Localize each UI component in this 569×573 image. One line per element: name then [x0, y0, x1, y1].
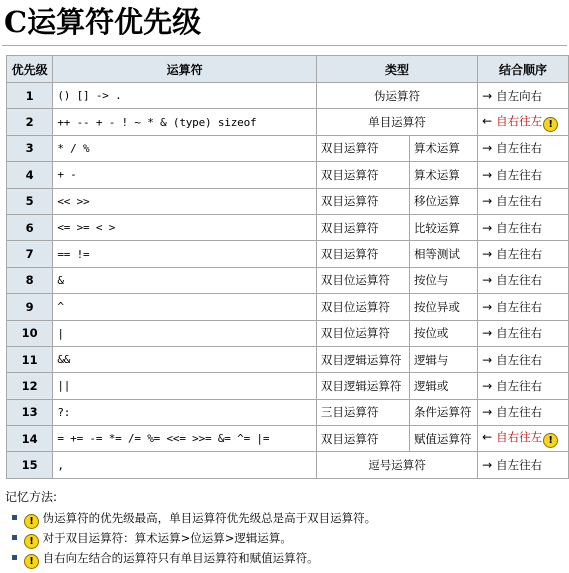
- type-cell: 单目运算符: [316, 109, 477, 135]
- memo-text: 自右向左结合的运算符只有单目运算符和赋值运算符。: [42, 551, 319, 565]
- direction-arrow-icon: →: [482, 88, 493, 103]
- direction-arrow-icon: →: [482, 458, 493, 473]
- operators-cell: = += -= *= /= %= <<= >>= &= ^= |=: [53, 426, 317, 452]
- subtype-cell: 相等测试: [409, 241, 477, 267]
- table-row: [7, 320, 569, 346]
- table-row: [7, 188, 569, 214]
- table-header-row: [7, 56, 569, 83]
- memo-item: [10, 508, 376, 528]
- page-title: C运算符优先级: [4, 5, 202, 39]
- type-cell: 双目运算符: [316, 241, 409, 267]
- operators-cell: == !=: [53, 241, 317, 267]
- direction-arrow-icon: →: [482, 167, 493, 182]
- subtype-cell: 按位与: [409, 267, 477, 293]
- table-row: [7, 109, 569, 135]
- type-cell: 伪运算符: [316, 83, 477, 109]
- level-cell: 1: [7, 83, 53, 109]
- table-row: [7, 214, 569, 240]
- table-row: [7, 241, 569, 267]
- type-cell: 双目运算符: [316, 188, 409, 214]
- type-cell: 双目运算符: [316, 214, 409, 240]
- associativity-text: 自左往右: [496, 299, 543, 314]
- associativity-cell: [478, 188, 569, 214]
- table-body: [7, 83, 569, 479]
- header-operators: 运算符: [53, 56, 317, 83]
- associativity-cell: [478, 109, 569, 135]
- table-row: [7, 373, 569, 399]
- subtype-cell: 移位运算: [409, 188, 477, 214]
- type-cell: 双目逻辑运算符: [316, 373, 409, 399]
- associativity-text: 自右往左: [496, 430, 543, 445]
- associativity-cell: [478, 267, 569, 293]
- operators-cell: &&: [53, 346, 317, 372]
- type-cell: 双目运算符: [316, 426, 409, 452]
- associativity-text: 自左向右: [496, 88, 543, 103]
- memo-item: [10, 548, 376, 568]
- level-cell: 15: [7, 452, 53, 478]
- table-row: [7, 399, 569, 425]
- associativity-cell: [478, 135, 569, 161]
- subtype-cell: 按位或: [409, 320, 477, 346]
- memo-text: 伪运算符的优先级最高，单目运算符优先级总是高于双目运算符。: [42, 511, 377, 525]
- associativity-text: 自左往右: [496, 141, 543, 156]
- table-row: [7, 426, 569, 452]
- associativity-cell: [478, 426, 569, 452]
- subtype-cell: 赋值运算符: [409, 426, 477, 452]
- associativity-cell: [478, 373, 569, 399]
- direction-arrow-icon: →: [482, 220, 493, 235]
- warning-icon: !: [24, 534, 39, 549]
- direction-arrow-icon: →: [482, 352, 493, 367]
- memo-list: [10, 508, 376, 568]
- associativity-text: 自左往右: [496, 220, 543, 235]
- warning-icon: !: [543, 117, 558, 132]
- table-row: [7, 346, 569, 372]
- level-cell: 9: [7, 294, 53, 320]
- header-type: 类型: [316, 56, 477, 83]
- level-cell: 8: [7, 267, 53, 293]
- associativity-text: 自左往右: [496, 273, 543, 288]
- operators-cell: ,: [53, 452, 317, 478]
- associativity-cell: [478, 346, 569, 372]
- memo-item: [10, 528, 376, 548]
- table-row: [7, 83, 569, 109]
- type-cell: 双目位运算符: [316, 320, 409, 346]
- associativity-cell: [478, 241, 569, 267]
- operators-cell: |: [53, 320, 317, 346]
- direction-arrow-icon: →: [482, 405, 493, 420]
- level-cell: 7: [7, 241, 53, 267]
- associativity-cell: [478, 452, 569, 478]
- direction-arrow-icon: →: [482, 273, 493, 288]
- operators-cell: ||: [53, 373, 317, 399]
- subtype-cell: 按位异或: [409, 294, 477, 320]
- direction-arrow-icon: →: [482, 299, 493, 314]
- operator-precedence-table: [6, 55, 569, 479]
- subtype-cell: 算术运算: [409, 162, 477, 188]
- level-cell: 5: [7, 188, 53, 214]
- type-cell: 双目位运算符: [316, 294, 409, 320]
- level-cell: 6: [7, 214, 53, 240]
- operators-cell: + -: [53, 162, 317, 188]
- associativity-text: 自左往右: [496, 167, 543, 182]
- direction-arrow-icon: →: [482, 141, 493, 156]
- table-row: [7, 162, 569, 188]
- associativity-text: 自右往左: [496, 113, 543, 128]
- operators-cell: () [] -> .: [53, 83, 317, 109]
- associativity-text: 自左往右: [496, 326, 543, 341]
- associativity-text: 自左往右: [496, 458, 543, 473]
- operators-cell: <= >= < >: [53, 214, 317, 240]
- associativity-text: 自左往右: [496, 378, 543, 393]
- type-cell: 双目运算符: [316, 162, 409, 188]
- memo-title: 记忆方法:: [5, 490, 58, 504]
- operators-cell: ^: [53, 294, 317, 320]
- level-cell: 2: [7, 109, 53, 135]
- header-level: 优先级: [7, 56, 53, 83]
- operators-cell: ++ -- + - ! ~ * & (type) sizeof: [53, 109, 317, 135]
- table-row: [7, 452, 569, 478]
- warning-icon: !: [24, 554, 39, 569]
- associativity-text: 自左往右: [496, 194, 543, 209]
- level-cell: 12: [7, 373, 53, 399]
- associativity-cell: [478, 320, 569, 346]
- operators-cell: ?:: [53, 399, 317, 425]
- direction-arrow-icon: →: [482, 194, 493, 209]
- associativity-cell: [478, 214, 569, 240]
- title-divider: [2, 45, 567, 46]
- direction-arrow-icon: →: [482, 247, 493, 262]
- associativity-text: 自左往右: [496, 405, 543, 420]
- direction-arrow-icon: ←: [482, 430, 493, 445]
- associativity-text: 自左往右: [496, 352, 543, 367]
- operators-cell: * / %: [53, 135, 317, 161]
- direction-arrow-icon: ←: [482, 113, 493, 128]
- level-cell: 4: [7, 162, 53, 188]
- subtype-cell: 比较运算: [409, 214, 477, 240]
- level-cell: 14: [7, 426, 53, 452]
- level-cell: 3: [7, 135, 53, 161]
- subtype-cell: 逻辑与: [409, 346, 477, 372]
- associativity-cell: [478, 162, 569, 188]
- associativity-cell: [478, 294, 569, 320]
- bullet-icon: [12, 535, 17, 540]
- warning-icon: !: [24, 514, 39, 529]
- direction-arrow-icon: →: [482, 326, 493, 341]
- type-cell: 双目逻辑运算符: [316, 346, 409, 372]
- bullet-icon: [12, 555, 17, 560]
- table-row: [7, 135, 569, 161]
- type-cell: 双目位运算符: [316, 267, 409, 293]
- subtype-cell: 算术运算: [409, 135, 477, 161]
- level-cell: 10: [7, 320, 53, 346]
- type-cell: 双目运算符: [316, 135, 409, 161]
- associativity-text: 自左往右: [496, 247, 543, 262]
- header-associativity: 结合顺序: [478, 56, 569, 83]
- associativity-cell: [478, 83, 569, 109]
- bullet-icon: [12, 515, 17, 520]
- warning-icon: !: [543, 433, 558, 448]
- level-cell: 13: [7, 399, 53, 425]
- operators-cell: << >>: [53, 188, 317, 214]
- type-cell: 逗号运算符: [316, 452, 477, 478]
- level-cell: 11: [7, 346, 53, 372]
- type-cell: 三目运算符: [316, 399, 409, 425]
- direction-arrow-icon: →: [482, 378, 493, 393]
- table-row: [7, 267, 569, 293]
- operators-cell: &: [53, 267, 317, 293]
- memo-text: 对于双目运算符：算术运算>位运算>逻辑运算。: [42, 531, 292, 545]
- associativity-cell: [478, 399, 569, 425]
- subtype-cell: 逻辑或: [409, 373, 477, 399]
- subtype-cell: 条件运算符: [409, 399, 477, 425]
- table-row: [7, 294, 569, 320]
